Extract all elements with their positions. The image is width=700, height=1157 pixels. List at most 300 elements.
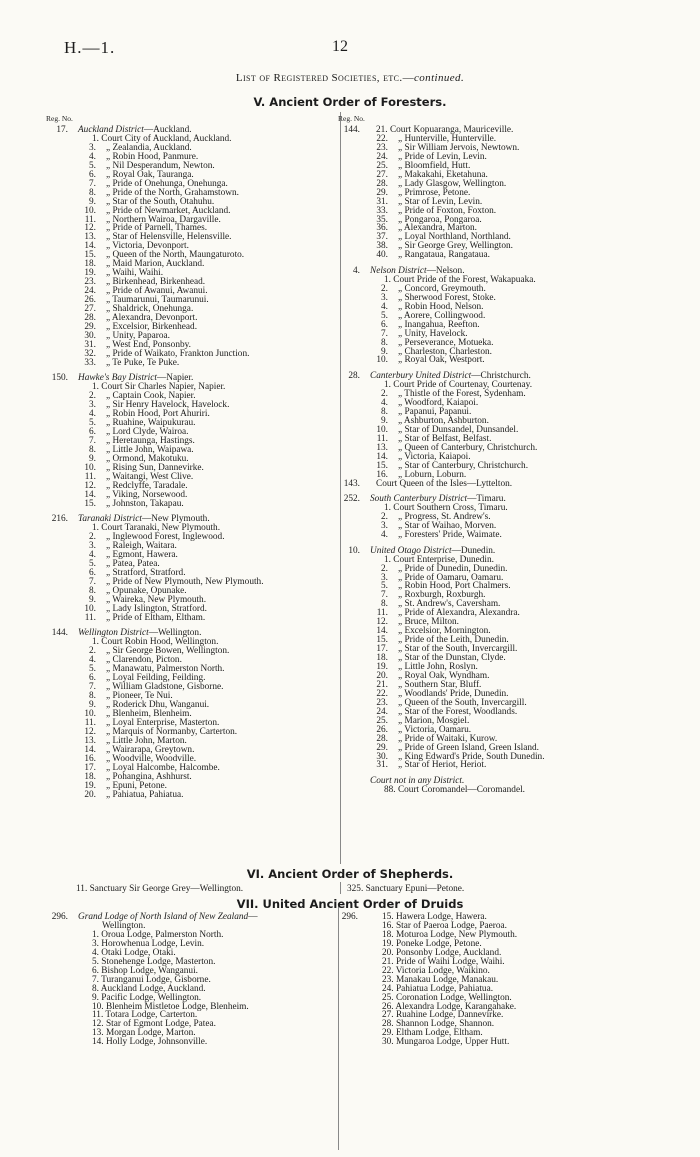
society-entry: 1. Court Pride of the Forest, Wakapuaka. bbox=[384, 274, 536, 285]
entry-number: 25. bbox=[376, 715, 388, 726]
society-entry: „ Star of Canterbury, Christchurch. bbox=[398, 460, 529, 471]
entry-number: 10. bbox=[84, 462, 96, 473]
society-entry: „ Patea, Patea. bbox=[106, 559, 160, 570]
entry-number: 31. bbox=[84, 339, 96, 350]
district-heading: Grand Lodge of North Island of New Zealand— bbox=[78, 912, 258, 922]
society-entry: „ Robin Hood, Panmure. bbox=[106, 151, 199, 162]
entry-number: 14. bbox=[376, 626, 388, 637]
entry-number: 30. bbox=[376, 751, 388, 762]
entry-number: 6. bbox=[89, 568, 96, 579]
entry-number: 144. bbox=[343, 125, 360, 135]
entry-number: 13. bbox=[84, 735, 96, 746]
entry-number: 6. bbox=[381, 319, 388, 330]
society-entry: „ Inangahua, Reefton. bbox=[398, 319, 480, 330]
society-entry: 9. Pacific Lodge, Wellington. bbox=[92, 992, 202, 1003]
society-entry: „ Perseverance, Motueka. bbox=[398, 337, 494, 348]
society-entry: 28. Shannon Lodge, Shannon. bbox=[382, 1019, 495, 1030]
society-entry: „ Redclyffe, Taradale. bbox=[106, 480, 188, 491]
society-entry: „ Royal Oak, Wyndham. bbox=[398, 670, 490, 681]
society-entry: „ Waireka, New Plymouth. bbox=[106, 594, 207, 605]
society-entry: 12. Star of Egmont Lodge, Patea. bbox=[92, 1019, 216, 1030]
society-entry: „ Pride of Levin, Levin. bbox=[398, 151, 487, 162]
society-entry: 88. Court Coromandel—Coromandel. bbox=[384, 785, 525, 796]
society-entry: „ Excelsior, Mornington. bbox=[398, 626, 491, 637]
society-entry: „ Pride of Awanui, Awanui. bbox=[106, 286, 208, 297]
entry-number: 3. bbox=[381, 572, 388, 583]
society-entry: „ Loyal Enterprise, Masterton. bbox=[106, 717, 220, 728]
district-heading: United Otago District—Dunedin. bbox=[370, 545, 496, 556]
entry-number: 14. bbox=[376, 451, 388, 462]
entry-number: 8. bbox=[89, 444, 96, 455]
society-entry: 21. Pride of Waihi Lodge, Waihi. bbox=[382, 956, 505, 967]
entry-number: 33. bbox=[376, 205, 388, 216]
entry-number: 12. bbox=[376, 617, 388, 628]
page-number: 12 bbox=[332, 38, 348, 55]
society-entry: „ Robin Hood, Port Chalmers. bbox=[398, 581, 511, 592]
entry-number: 11. bbox=[84, 612, 96, 623]
society-entry: 21. Court Kopuaranga, Mauriceville. bbox=[376, 125, 514, 135]
society-entry: „ William Gladstone, Gisborne. bbox=[106, 682, 224, 693]
society-entry: „ Waitangi, West Clive. bbox=[106, 471, 194, 482]
society-entry: „ Wairarapa, Greytown. bbox=[106, 744, 195, 755]
entry-number: 9. bbox=[89, 700, 96, 711]
society-entry: „ Foresters' Pride, Waimate. bbox=[398, 529, 502, 540]
entry-number: 19. bbox=[84, 268, 96, 279]
entry-number: 7. bbox=[89, 682, 96, 693]
entry-number: 19. bbox=[376, 662, 388, 672]
entry-number: 13. bbox=[376, 442, 388, 453]
entry-number: 7. bbox=[89, 436, 96, 446]
society-entry: „ Epuni, Petone. bbox=[106, 780, 167, 791]
society-entry: 30. Mungaroa Lodge, Upper Hutt. bbox=[382, 1037, 510, 1048]
society-entry: 24. Pahiatua Lodge, Pahiatua. bbox=[382, 983, 494, 994]
society-entry: „ Waihi, Waihi. bbox=[106, 268, 164, 279]
entry-number: 11. bbox=[84, 214, 96, 225]
column-divider bbox=[338, 906, 339, 1150]
society-entry: „ Bruce, Milton. bbox=[398, 617, 459, 628]
entry-number: 2. bbox=[89, 391, 96, 402]
entry-number: 6. bbox=[89, 673, 96, 684]
society-entry: „ Loyal Northland, Northland. bbox=[398, 232, 511, 243]
society-entry: „ Rangataua, Rangataua. bbox=[398, 250, 490, 261]
entry-number: 2. bbox=[381, 389, 388, 400]
reg-no-heading: Reg. No. bbox=[46, 114, 73, 123]
society-entry: „ Loyal Feilding, Feilding. bbox=[106, 673, 206, 684]
society-entry: 1. Court Taranaki, New Plymouth. bbox=[92, 523, 221, 534]
society-entry: „ Alexandra, Devonport. bbox=[106, 312, 198, 323]
society-entry: „ Papanui, Papanui. bbox=[398, 406, 472, 417]
district-heading: Court not in any District. bbox=[370, 776, 465, 787]
entry-number: 4. bbox=[89, 550, 96, 561]
society-entry: „ Royal Oak, Tauranga. bbox=[106, 169, 194, 180]
entry-number: 28. bbox=[376, 178, 388, 189]
society-entry: „ Pride of Eltham, Eltham. bbox=[106, 612, 206, 623]
entry-number: 14. bbox=[84, 489, 96, 500]
society-entry: 26. Alexandra Lodge, Karangahake. bbox=[382, 1001, 517, 1012]
entry-number: 144. bbox=[51, 628, 68, 639]
entry-number: 8. bbox=[381, 599, 388, 610]
entry-number: 29. bbox=[376, 187, 388, 198]
society-entry: „ Southern Star, Bluff. bbox=[398, 679, 482, 690]
society-entry: „ Inglewood Forest, Inglewood. bbox=[106, 532, 225, 543]
district-heading: Canterbury United District—Christchurch. bbox=[370, 371, 531, 382]
entry-number: 9. bbox=[89, 453, 96, 464]
entry-number: 5. bbox=[89, 559, 96, 570]
society-entry: „ Victoria, Devonport. bbox=[106, 241, 189, 252]
society-entry: „ King Edward's Pride, South Dunedin. bbox=[398, 751, 545, 762]
society-entry: „ Manawatu, Palmerston North. bbox=[106, 664, 225, 675]
entry-number: 12. bbox=[84, 726, 96, 737]
entry-number: 22. bbox=[376, 688, 388, 699]
entry-number: 10. bbox=[348, 545, 360, 556]
society-entry: 18. Moturoa Lodge, New Plymouth. bbox=[382, 929, 518, 940]
entry-number: 36. bbox=[376, 223, 388, 234]
society-entry: 8. Auckland Lodge, Auckland. bbox=[92, 983, 206, 994]
entry-number: 27. bbox=[376, 169, 388, 180]
society-entry: „ Lady Glasgow, Wellington. bbox=[398, 178, 507, 189]
society-entry: „ Sir Henry Havelock, Havelock. bbox=[106, 400, 230, 411]
society-entry: „ Excelsior, Birkenhead. bbox=[106, 321, 198, 332]
entry-number: 17. bbox=[84, 762, 96, 773]
entry-number: 252. bbox=[343, 494, 360, 505]
society-entry: „ Pohangina, Ashhurst. bbox=[106, 771, 192, 782]
society-entry: 1. Court Southern Cross, Timaru. bbox=[384, 503, 508, 514]
society-entry: „ Star of the South, Invercargill. bbox=[398, 644, 518, 655]
entry-number: 33. bbox=[84, 357, 96, 368]
section-title-druids: VII. United Ancient Order of Druids bbox=[236, 897, 464, 911]
entry-number: 15. bbox=[376, 635, 388, 646]
caption-continued: continued. bbox=[413, 72, 465, 84]
entry-number: 14. bbox=[84, 241, 96, 252]
entry-number: 7. bbox=[89, 178, 96, 189]
society-entry: „ Pride of Dunedin, Dunedin. bbox=[398, 563, 508, 574]
entry-number: 6. bbox=[89, 169, 96, 180]
entry-number: 38. bbox=[376, 241, 388, 252]
entry-number: 3. bbox=[89, 541, 96, 552]
entry-number: 23. bbox=[84, 277, 96, 288]
society-entry: 5. Stonehenge Lodge, Masterton. bbox=[92, 956, 216, 967]
society-entry: „ Raleigh, Waitara. bbox=[106, 541, 177, 552]
society-entry: „ Loyal Halcombe, Halcombe. bbox=[106, 762, 220, 773]
entry-number: 8. bbox=[89, 187, 96, 198]
society-entry: „ Rising Sun, Dannevirke. bbox=[106, 462, 204, 473]
society-entry: „ Pride of the North, Grahamstown. bbox=[106, 187, 239, 198]
entry-number: 7. bbox=[381, 590, 388, 601]
society-entry: „ Star of Waihao, Morven. bbox=[398, 521, 497, 532]
society-entry: „ Opunake, Opunake. bbox=[106, 585, 187, 596]
district-heading: Auckland District—Auckland. bbox=[78, 125, 192, 135]
society-entry: „ Pride of the Leith, Dunedin. bbox=[398, 635, 509, 646]
society-entry: „ Pride of Waikato, Frankton Junction. bbox=[106, 348, 250, 359]
entry-number: 11. bbox=[84, 717, 96, 728]
society-entry: „ Woodville, Woodville. bbox=[106, 753, 197, 764]
society-entry: 1. Court City of Auckland, Auckland. bbox=[92, 133, 232, 144]
society-entry: „ Sir William Jervois, Newtown. bbox=[398, 142, 520, 153]
entry-number: 11. bbox=[376, 433, 388, 444]
entry-number: 28. bbox=[376, 733, 388, 744]
society-entry: „ Pride of Parnell, Thames. bbox=[106, 223, 208, 234]
society-entry: „ Hunterville, Hunterville. bbox=[398, 133, 497, 144]
society-entry: 22. Victoria Lodge, Waikino. bbox=[382, 965, 490, 976]
society-entry: 7. Turanganui Lodge, Gisborne. bbox=[92, 974, 211, 985]
entry-number: 31. bbox=[376, 196, 388, 207]
entry-number: 17. bbox=[376, 644, 388, 655]
society-entry: Wellington. bbox=[102, 920, 146, 931]
society-entry: „ Woodford, Kaiapoi. bbox=[398, 397, 479, 408]
entry-number: 296. bbox=[51, 912, 68, 922]
shepherds-left-entry: 11. Sanctuary Sir George Grey—Wellington. bbox=[76, 884, 244, 894]
entry-number: 29. bbox=[84, 321, 96, 332]
society-entry: 1. Court Pride of Courtenay, Courtenay. bbox=[384, 380, 533, 391]
entry-number: 19. bbox=[84, 780, 96, 791]
society-entry: 29. Eltham Lodge, Eltham. bbox=[382, 1028, 483, 1039]
society-entry: „ Star of the South, Otahuhu. bbox=[106, 196, 215, 207]
society-entry: „ Star of Levin, Levin. bbox=[398, 196, 483, 207]
entry-number: 27. bbox=[84, 304, 96, 314]
society-entry: „ Charleston, Charleston. bbox=[398, 346, 492, 357]
society-entry: „ Sir George Bowen, Wellington. bbox=[106, 646, 230, 657]
section-title-foresters: V. Ancient Order of Foresters. bbox=[253, 95, 447, 109]
entry-number: 25. bbox=[376, 160, 388, 171]
entry-number: 28. bbox=[348, 371, 360, 382]
entry-number: 14. bbox=[84, 744, 96, 755]
entry-number: 10. bbox=[376, 424, 388, 435]
society-entry: „ Pride of Newmarket, Auckland. bbox=[106, 205, 231, 216]
entry-number: 4. bbox=[89, 409, 96, 420]
society-entry: „ Queen of the North, Maungaturoto. bbox=[106, 250, 245, 261]
entry-number: 2. bbox=[89, 532, 96, 543]
entry-number: 12. bbox=[84, 223, 96, 234]
entry-number: 15. bbox=[84, 250, 96, 261]
society-entry: „ Roxburgh, Roxburgh. bbox=[398, 590, 486, 601]
page-section-code: H.—1. bbox=[64, 38, 116, 57]
society-entry: „ Egmont, Hawera. bbox=[106, 550, 178, 561]
society-entry: „ Ruahine, Waipukurau. bbox=[106, 418, 196, 429]
society-entry: „ Pahiatua, Pahiatua. bbox=[106, 789, 184, 800]
society-entry: „ Star of the Dunstan, Clyde. bbox=[398, 653, 506, 664]
entry-number: 18. bbox=[84, 259, 96, 270]
district-heading: Hawke's Bay District—Napier. bbox=[78, 373, 194, 384]
entry-number: 3. bbox=[89, 142, 96, 153]
entry-number: 28. bbox=[84, 312, 96, 323]
society-entry: „ Pongaroa, Pongaroa. bbox=[398, 214, 482, 225]
society-entry: „ Viking, Norsewood. bbox=[106, 489, 188, 500]
society-entry: 1. Oroua Lodge, Palmerston North. bbox=[92, 929, 224, 940]
entry-number: 150. bbox=[51, 373, 68, 384]
entry-number: 18. bbox=[376, 653, 388, 664]
society-entry: „ Unity, Paparoa. bbox=[106, 330, 170, 341]
entry-number: 13. bbox=[84, 232, 96, 243]
society-entry: „ Shaldrick, Onehunga. bbox=[106, 304, 194, 314]
society-entry: 14. Holly Lodge, Johnsonville. bbox=[92, 1037, 208, 1048]
society-entry: „ Concord, Greymouth. bbox=[398, 283, 486, 294]
society-entry: „ Pride of Oamaru, Oamaru. bbox=[398, 572, 504, 583]
society-entry: „ Little John, Roslyn. bbox=[398, 662, 478, 672]
entry-number: 10. bbox=[84, 708, 96, 719]
society-entry: „ Johnston, Takapau. bbox=[106, 498, 184, 509]
entry-number: 29. bbox=[376, 742, 388, 753]
district-heading: South Canterbury District—Timaru. bbox=[370, 494, 506, 505]
entry-number: 6. bbox=[89, 427, 96, 438]
society-entry: „ Blenheim, Blenheim. bbox=[106, 708, 192, 719]
entry-number: 16. bbox=[376, 469, 388, 480]
society-entry: 27. Ruahine Lodge, Dannevirke. bbox=[382, 1010, 504, 1021]
entry-number: 5. bbox=[381, 310, 388, 321]
society-entry: „ Primrose, Petone. bbox=[398, 187, 471, 198]
entry-number: 4. bbox=[381, 529, 388, 540]
society-entry: „ Queen of the South, Invercargill. bbox=[398, 697, 527, 708]
society-entry: 3. Horowhenua Lodge, Levin. bbox=[92, 938, 205, 949]
society-entry: „ Ormond, Makotuku. bbox=[106, 453, 189, 464]
society-entry: 4. Otaki Lodge, Otaki. bbox=[92, 947, 176, 958]
society-entry: „ Robin Hood, Port Ahuriri. bbox=[106, 409, 210, 420]
society-entry: „ Star of Helensville, Helensville. bbox=[106, 232, 232, 243]
district-heading: Nelson District—Nelson. bbox=[370, 265, 465, 276]
society-entry: „ Marion, Mosgiel. bbox=[398, 715, 470, 726]
entry-number: 10. bbox=[376, 355, 388, 366]
society-entry: 1. Court Enterprise, Dunedin. bbox=[384, 554, 494, 565]
society-entry: „ Victoria, Oamaru. bbox=[398, 724, 472, 735]
society-entry: „ Heretaunga, Hastings. bbox=[106, 436, 195, 446]
society-entry: 1. Court Sir Charles Napier, Napier. bbox=[92, 382, 226, 393]
entry-number: 21. bbox=[376, 679, 388, 690]
column-divider bbox=[340, 882, 341, 894]
society-entry: „ St. Andrew's, Caversham. bbox=[398, 599, 501, 610]
entry-number: 9. bbox=[89, 594, 96, 605]
society-entry: 10. Blenheim Mistletoe Lodge, Blenheim. bbox=[92, 1001, 249, 1012]
society-entry: „ Lord Clyde, Wairoa. bbox=[106, 427, 189, 438]
entry-number: 11. bbox=[376, 608, 388, 619]
entry-number: 12. bbox=[84, 480, 96, 491]
entry-number: 22. bbox=[376, 133, 388, 144]
entry-number: 2. bbox=[381, 283, 388, 294]
society-entry: „ Roderick Dhu, Wanganui. bbox=[106, 700, 210, 711]
entry-number: 11. bbox=[84, 471, 96, 482]
society-entry: „ Stratford, Stratford. bbox=[106, 568, 186, 579]
entry-number: 296. bbox=[341, 912, 358, 922]
society-entry: „ Maid Marion, Auckland. bbox=[106, 259, 205, 270]
entry-number: 24. bbox=[376, 151, 388, 162]
society-entry: „ Pride of New Plymouth, New Plymouth. bbox=[106, 576, 264, 587]
society-entry: „ Pioneer, Te Nui. bbox=[106, 691, 173, 702]
society-entry: 11. Totara Lodge, Carterton. bbox=[92, 1010, 198, 1021]
entry-number: 16. bbox=[84, 753, 96, 764]
society-entry: „ Robin Hood, Nelson. bbox=[398, 301, 484, 312]
entry-number: 40. bbox=[376, 250, 388, 261]
society-entry: „ Pride of Waitaki, Kurow. bbox=[398, 733, 498, 744]
entry-number: 3. bbox=[89, 400, 96, 411]
entry-number: 5. bbox=[89, 664, 96, 675]
entry-number: 32. bbox=[84, 348, 96, 359]
entry-number: 5. bbox=[89, 160, 96, 171]
society-entry: „ Unity, Havelock. bbox=[398, 328, 468, 339]
society-entry: „ Woodlands' Pride, Dunedin. bbox=[398, 688, 509, 699]
entry-number: 2. bbox=[381, 512, 388, 523]
society-entry: „ Sherwood Forest, Stoke. bbox=[398, 292, 496, 303]
society-entry: „ Pride of Green Island, Green Island. bbox=[398, 742, 539, 753]
society-entry: „ Clarendon, Picton. bbox=[106, 655, 182, 666]
society-entry: „ Thistle of the Forest, Sydenham. bbox=[398, 389, 526, 400]
entry-number: 2. bbox=[381, 563, 388, 574]
entry-number: 216. bbox=[51, 514, 68, 525]
entry-number: 8. bbox=[381, 406, 388, 417]
society-entry: „ Star of the Forest, Woodlands. bbox=[398, 706, 518, 717]
entry-number: 26. bbox=[84, 295, 96, 306]
entry-number: 5. bbox=[381, 581, 388, 592]
society-entry: Court Queen of the Isles—Lyttelton. bbox=[376, 478, 513, 489]
entry-number: 24. bbox=[84, 286, 96, 297]
entry-number: 2. bbox=[89, 646, 96, 657]
entry-number: 7. bbox=[381, 328, 388, 339]
society-entry: 13. Morgan Lodge, Marton. bbox=[92, 1028, 196, 1039]
entry-number: 20. bbox=[376, 670, 388, 681]
society-entry: „ Bloomfield, Hutt. bbox=[398, 160, 471, 171]
entry-number: 15. bbox=[376, 460, 388, 471]
society-entry: „ Progress, St. Andrew's. bbox=[398, 512, 491, 523]
entry-number: 8. bbox=[89, 691, 96, 702]
entry-number: 7. bbox=[89, 576, 96, 587]
society-entry: „ Sir George Grey, Wellington. bbox=[398, 241, 514, 252]
entry-number: 8. bbox=[381, 337, 388, 348]
society-entry: „ Marquis of Normanby, Carterton. bbox=[106, 726, 238, 737]
society-entry: 19. Poneke Lodge, Petone. bbox=[382, 938, 482, 949]
society-entry: „ Star of Heriot, Heriot. bbox=[398, 760, 487, 771]
society-entry: 23. Manakau Lodge, Manakau. bbox=[382, 974, 499, 985]
entry-number: 10. bbox=[84, 603, 96, 614]
entry-number: 143. bbox=[343, 478, 360, 489]
entry-number: 4. bbox=[89, 151, 96, 162]
entry-number: 15. bbox=[84, 498, 96, 509]
reg-no-heading: Reg. No. bbox=[338, 114, 365, 123]
society-entry: „ Star of Dunsandel, Dunsandel. bbox=[398, 424, 519, 435]
district-heading: Wellington District—Wellington. bbox=[78, 628, 202, 639]
society-entry: „ Captain Cook, Napier. bbox=[106, 391, 196, 402]
society-entry: „ Te Puke, Te Puke. bbox=[106, 357, 180, 368]
society-entry: „ Zealandia, Auckland. bbox=[106, 142, 192, 153]
entry-number: 18. bbox=[84, 771, 96, 782]
society-entry: 25. Coronation Lodge, Wellington. bbox=[382, 992, 512, 1003]
society-entry: 1. Court Robin Hood, Wellington. bbox=[92, 637, 219, 648]
society-entry: „ Northern Wairoa, Dargaville. bbox=[106, 214, 221, 225]
society-entry: „ Taumarunui, Taumarunui. bbox=[106, 295, 209, 306]
society-entry: „ Victoria, Kaiapoi. bbox=[398, 451, 471, 462]
entry-number: 10. bbox=[84, 205, 96, 216]
entry-number: 8. bbox=[89, 585, 96, 596]
entry-number: 23. bbox=[376, 697, 388, 708]
society-entry: „ Pride of Foxton, Foxton. bbox=[398, 205, 497, 216]
entry-number: 9. bbox=[381, 415, 388, 426]
section-title-shepherds: VI. Ancient Order of Shepherds. bbox=[246, 867, 454, 881]
society-entry: „ Royal Oak, Westport. bbox=[398, 355, 485, 366]
society-entry: „ Loburn, Loburn. bbox=[398, 469, 467, 480]
society-entry: „ Lady Islington, Stratford. bbox=[106, 603, 207, 614]
entry-number: 17. bbox=[56, 125, 68, 135]
district-heading: Taranaki District—New Plymouth. bbox=[78, 514, 210, 525]
society-entry: „ Ashburton, Ashburton. bbox=[398, 415, 489, 426]
society-entry: 16. Star of Paeroa Lodge, Paeroa. bbox=[382, 920, 507, 931]
entry-number: 20. bbox=[84, 789, 96, 800]
entry-number: 4. bbox=[381, 397, 388, 408]
society-entry: „ Alexandra, Marton. bbox=[398, 223, 477, 234]
entry-number: 9. bbox=[381, 346, 388, 357]
society-entry: „ Birkenhead, Birkenhead. bbox=[106, 277, 206, 288]
caption-text: List of Registered Societies, etc.— bbox=[235, 72, 414, 84]
society-entry: „ Nil Desperandum, Newton. bbox=[106, 160, 215, 171]
society-entry: „ Little John, Waipawa. bbox=[106, 444, 194, 455]
entry-number: 37. bbox=[376, 232, 388, 243]
entry-number: 4. bbox=[381, 301, 388, 312]
society-entry: „ Pride of Alexandra, Alexandra. bbox=[398, 608, 520, 619]
